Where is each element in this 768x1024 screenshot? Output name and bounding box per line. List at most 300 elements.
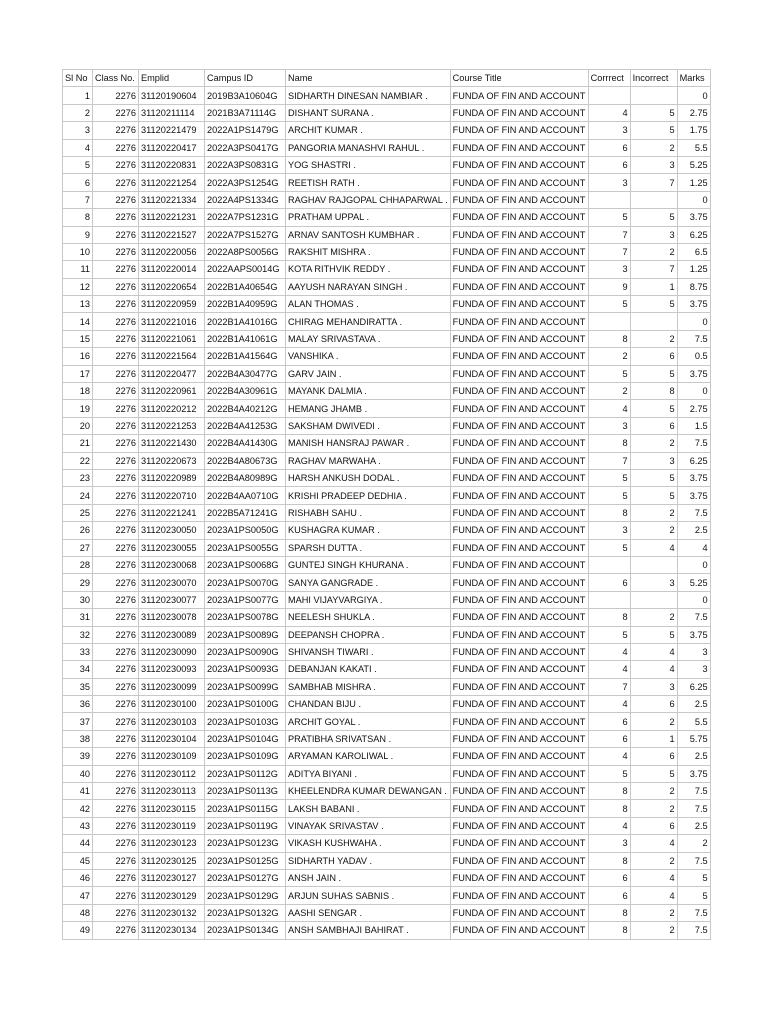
name-cell: VINAYAK SRIVASTAV .	[286, 817, 451, 834]
table-row	[63, 278, 711, 295]
name-cell: ANSH SAMBHAJI BAHIRAT .	[286, 922, 451, 939]
class-no-cell: 2276	[93, 417, 139, 434]
emplid-cell: 31120221061	[139, 330, 205, 347]
emplid-cell: 31120230125	[139, 852, 205, 869]
course-title-cell: FUNDA OF FIN AND ACCOUNT	[450, 487, 588, 504]
correct-cell: 5	[588, 539, 630, 556]
sl-no-cell: 16	[63, 348, 93, 365]
course-title-cell: FUNDA OF FIN AND ACCOUNT	[450, 522, 588, 539]
incorrect-cell: 6	[630, 748, 677, 765]
campus-id-cell: 2022A3PS0417G	[205, 139, 286, 156]
emplid-cell: 31120230068	[139, 556, 205, 573]
sl-no-cell: 48	[63, 904, 93, 921]
name-cell: PANGORIA MANASHVI RAHUL .	[286, 139, 451, 156]
marks-cell: 3.75	[677, 365, 710, 382]
sl-no-cell: 34	[63, 661, 93, 678]
campus-id-cell: 2023A1PS0129G	[205, 887, 286, 904]
table-row	[63, 539, 711, 556]
sl-no-cell: 45	[63, 852, 93, 869]
table-row	[63, 574, 711, 591]
name-cell: ARNAV SANTOSH KUMBHAR .	[286, 226, 451, 243]
campus-id-cell: 2023A1PS0089G	[205, 626, 286, 643]
correct-cell: 3	[588, 174, 630, 191]
class-no-cell: 2276	[93, 139, 139, 156]
header-row	[63, 70, 711, 87]
table-row	[63, 365, 711, 382]
correct-cell: 6	[588, 730, 630, 747]
class-no-cell: 2276	[93, 156, 139, 173]
campus-id-cell: 2022B1A41016G	[205, 313, 286, 330]
incorrect-cell: 6	[630, 817, 677, 834]
marks-cell: 5	[677, 887, 710, 904]
campus-id-cell: 2023A1PS0134G	[205, 922, 286, 939]
marks-cell: 4	[677, 539, 710, 556]
incorrect-cell	[630, 591, 677, 608]
incorrect-cell	[630, 191, 677, 208]
correct-cell: 4	[588, 643, 630, 660]
campus-id-cell: 2019B3A10604G	[205, 87, 286, 104]
class-no-cell: 2276	[93, 296, 139, 313]
name-cell: YOG SHASTRI .	[286, 156, 451, 173]
emplid-cell: 31120221254	[139, 174, 205, 191]
table-row	[63, 765, 711, 782]
marks-cell: 7.5	[677, 852, 710, 869]
incorrect-cell: 3	[630, 678, 677, 695]
name-cell: MALAY SRIVASTAVA .	[286, 330, 451, 347]
marks-cell: 2	[677, 835, 710, 852]
name-cell: CHANDAN BIJU .	[286, 696, 451, 713]
marks-cell: 2.5	[677, 696, 710, 713]
emplid-cell: 31120221253	[139, 417, 205, 434]
sl-no-cell: 4	[63, 139, 93, 156]
emplid-cell: 31120220212	[139, 400, 205, 417]
name-cell: VIKASH KUSHWAHA .	[286, 835, 451, 852]
sl-no-cell: 18	[63, 383, 93, 400]
course-title-cell: FUNDA OF FIN AND ACCOUNT	[450, 817, 588, 834]
name-cell: PRATHAM UPPAL .	[286, 209, 451, 226]
incorrect-cell: 2	[630, 904, 677, 921]
marks-cell: 5.25	[677, 574, 710, 591]
campus-id-cell: 2022B4A41253G	[205, 417, 286, 434]
course-title-cell: FUNDA OF FIN AND ACCOUNT	[450, 122, 588, 139]
sl-no-cell: 35	[63, 678, 93, 695]
correct-cell: 5	[588, 469, 630, 486]
class-no-cell: 2276	[93, 243, 139, 260]
class-no-cell: 2276	[93, 869, 139, 886]
sl-no-cell: 8	[63, 209, 93, 226]
marks-cell: 3	[677, 661, 710, 678]
incorrect-cell: 7	[630, 174, 677, 191]
name-cell: MAHI VIJAYVARGIYA .	[286, 591, 451, 608]
class-no-cell: 2276	[93, 678, 139, 695]
name-cell: RISHABH SAHU .	[286, 504, 451, 521]
marks-cell: 7.5	[677, 435, 710, 452]
class-no-cell: 2276	[93, 800, 139, 817]
campus-id-cell: 2022B4A41430G	[205, 435, 286, 452]
correct-cell: 5	[588, 365, 630, 382]
name-cell: DEBANJAN KAKATI .	[286, 661, 451, 678]
sl-no-cell: 24	[63, 487, 93, 504]
correct-cell: 9	[588, 278, 630, 295]
sl-no-cell: 7	[63, 191, 93, 208]
correct-cell: 7	[588, 678, 630, 695]
marks-cell: 6.25	[677, 452, 710, 469]
table-row	[63, 435, 711, 452]
incorrect-cell: 2	[630, 330, 677, 347]
header-emplid: Emplid	[139, 70, 205, 87]
name-cell: ARYAMAN KAROLIWAL .	[286, 748, 451, 765]
class-no-cell: 2276	[93, 522, 139, 539]
correct-cell: 8	[588, 852, 630, 869]
emplid-cell: 31120221241	[139, 504, 205, 521]
campus-id-cell: 2023A1PS0125G	[205, 852, 286, 869]
marks-cell: 3.75	[677, 765, 710, 782]
emplid-cell: 31120230089	[139, 626, 205, 643]
incorrect-cell: 3	[630, 156, 677, 173]
campus-id-cell: 2022B1A41564G	[205, 348, 286, 365]
correct-cell	[588, 591, 630, 608]
campus-id-cell: 2023A1PS0090G	[205, 643, 286, 660]
marks-cell: 5.5	[677, 713, 710, 730]
sl-no-cell: 3	[63, 122, 93, 139]
course-title-cell: FUNDA OF FIN AND ACCOUNT	[450, 591, 588, 608]
marks-cell: 1.25	[677, 261, 710, 278]
marks-cell: 5.75	[677, 730, 710, 747]
course-title-cell: FUNDA OF FIN AND ACCOUNT	[450, 783, 588, 800]
sl-no-cell: 6	[63, 174, 93, 191]
correct-cell: 7	[588, 243, 630, 260]
emplid-cell: 31120230115	[139, 800, 205, 817]
emplid-cell: 31120230100	[139, 696, 205, 713]
campus-id-cell: 2023A1PS0099G	[205, 678, 286, 695]
course-title-cell: FUNDA OF FIN AND ACCOUNT	[450, 730, 588, 747]
incorrect-cell: 4	[630, 869, 677, 886]
campus-id-cell: 2023A1PS0112G	[205, 765, 286, 782]
campus-id-cell: 2023A1PS0055G	[205, 539, 286, 556]
course-title-cell: FUNDA OF FIN AND ACCOUNT	[450, 869, 588, 886]
correct-cell: 8	[588, 609, 630, 626]
incorrect-cell: 2	[630, 522, 677, 539]
class-no-cell: 2276	[93, 696, 139, 713]
table-row	[63, 626, 711, 643]
correct-cell: 7	[588, 452, 630, 469]
campus-id-cell: 2023A1PS0104G	[205, 730, 286, 747]
correct-cell: 4	[588, 748, 630, 765]
table-row	[63, 869, 711, 886]
sl-no-cell: 15	[63, 330, 93, 347]
course-title-cell: FUNDA OF FIN AND ACCOUNT	[450, 209, 588, 226]
emplid-cell: 31120190604	[139, 87, 205, 104]
sl-no-cell: 2	[63, 104, 93, 121]
emplid-cell: 31120230070	[139, 574, 205, 591]
sl-no-cell: 21	[63, 435, 93, 452]
class-no-cell: 2276	[93, 174, 139, 191]
incorrect-cell: 4	[630, 539, 677, 556]
class-no-cell: 2276	[93, 504, 139, 521]
sl-no-cell: 19	[63, 400, 93, 417]
class-no-cell: 2276	[93, 191, 139, 208]
emplid-cell: 31120220959	[139, 296, 205, 313]
correct-cell	[588, 313, 630, 330]
class-no-cell: 2276	[93, 765, 139, 782]
table-row	[63, 348, 711, 365]
marks-cell: 3.75	[677, 487, 710, 504]
sl-no-cell: 47	[63, 887, 93, 904]
emplid-cell: 31120230112	[139, 765, 205, 782]
emplid-cell: 31120220673	[139, 452, 205, 469]
marks-cell: 1.25	[677, 174, 710, 191]
name-cell: VANSHIKA .	[286, 348, 451, 365]
sl-no-cell: 37	[63, 713, 93, 730]
table-row	[63, 661, 711, 678]
incorrect-cell: 6	[630, 348, 677, 365]
sl-no-cell: 29	[63, 574, 93, 591]
marks-cell: 7.5	[677, 609, 710, 626]
incorrect-cell: 2	[630, 852, 677, 869]
emplid-cell: 31120230132	[139, 904, 205, 921]
name-cell: KRISHI PRADEEP DEDHIA .	[286, 487, 451, 504]
sl-no-cell: 26	[63, 522, 93, 539]
table-row	[63, 226, 711, 243]
correct-cell: 6	[588, 887, 630, 904]
name-cell: SAKSHAM DWIVEDI .	[286, 417, 451, 434]
class-no-cell: 2276	[93, 400, 139, 417]
table-row	[63, 330, 711, 347]
name-cell: SIDHARTH YADAV .	[286, 852, 451, 869]
class-no-cell: 2276	[93, 835, 139, 852]
campus-id-cell: 2022AAPS0014G	[205, 261, 286, 278]
header-class-no: Class No.	[93, 70, 139, 87]
marks-cell: 3.75	[677, 469, 710, 486]
course-title-cell: FUNDA OF FIN AND ACCOUNT	[450, 904, 588, 921]
campus-id-cell: 2021B3A71114G	[205, 104, 286, 121]
correct-cell: 6	[588, 713, 630, 730]
marks-cell: 5	[677, 869, 710, 886]
marks-cell: 1.75	[677, 122, 710, 139]
sl-no-cell: 12	[63, 278, 93, 295]
course-title-cell: FUNDA OF FIN AND ACCOUNT	[450, 383, 588, 400]
campus-id-cell: 2022B1A40654G	[205, 278, 286, 295]
table-row	[63, 591, 711, 608]
header-correct: Corrrect	[588, 70, 630, 87]
incorrect-cell: 2	[630, 783, 677, 800]
course-title-cell: FUNDA OF FIN AND ACCOUNT	[450, 313, 588, 330]
marks-cell: 0	[677, 313, 710, 330]
emplid-cell: 31120230127	[139, 869, 205, 886]
sl-no-cell: 23	[63, 469, 93, 486]
campus-id-cell: 2023A1PS0119G	[205, 817, 286, 834]
name-cell: RAKSHIT MISHRA .	[286, 243, 451, 260]
campus-id-cell: 2022B4A80989G	[205, 469, 286, 486]
name-cell: NEELESH SHUKLA .	[286, 609, 451, 626]
sl-no-cell: 43	[63, 817, 93, 834]
correct-cell: 3	[588, 522, 630, 539]
incorrect-cell: 4	[630, 661, 677, 678]
incorrect-cell: 1	[630, 730, 677, 747]
table-row	[63, 887, 711, 904]
sl-no-cell: 32	[63, 626, 93, 643]
emplid-cell: 31120230093	[139, 661, 205, 678]
sl-no-cell: 30	[63, 591, 93, 608]
sl-no-cell: 28	[63, 556, 93, 573]
header-marks: Marks	[677, 70, 710, 87]
class-no-cell: 2276	[93, 574, 139, 591]
course-title-cell: FUNDA OF FIN AND ACCOUNT	[450, 330, 588, 347]
table-row	[63, 313, 711, 330]
campus-id-cell: 2022A1PS1479G	[205, 122, 286, 139]
sl-no-cell: 31	[63, 609, 93, 626]
table-row	[63, 817, 711, 834]
sl-no-cell: 49	[63, 922, 93, 939]
class-no-cell: 2276	[93, 261, 139, 278]
correct-cell: 8	[588, 783, 630, 800]
course-title-cell: FUNDA OF FIN AND ACCOUNT	[450, 156, 588, 173]
incorrect-cell: 2	[630, 435, 677, 452]
class-no-cell: 2276	[93, 922, 139, 939]
table-row	[63, 504, 711, 521]
header-incorrect: Incorrect	[630, 70, 677, 87]
course-title-cell: FUNDA OF FIN AND ACCOUNT	[450, 469, 588, 486]
class-no-cell: 2276	[93, 435, 139, 452]
campus-id-cell: 2023A1PS0113G	[205, 783, 286, 800]
marks-cell: 6.25	[677, 226, 710, 243]
correct-cell	[588, 87, 630, 104]
emplid-cell: 31120221564	[139, 348, 205, 365]
course-title-cell: FUNDA OF FIN AND ACCOUNT	[450, 139, 588, 156]
class-no-cell: 2276	[93, 591, 139, 608]
class-no-cell: 2276	[93, 452, 139, 469]
sl-no-cell: 1	[63, 87, 93, 104]
incorrect-cell: 4	[630, 887, 677, 904]
class-no-cell: 2276	[93, 104, 139, 121]
course-title-cell: FUNDA OF FIN AND ACCOUNT	[450, 609, 588, 626]
incorrect-cell: 2	[630, 504, 677, 521]
campus-id-cell: 2022A7PS1231G	[205, 209, 286, 226]
table-row	[63, 556, 711, 573]
course-title-cell: FUNDA OF FIN AND ACCOUNT	[450, 87, 588, 104]
campus-id-cell: 2022A4PS1334G	[205, 191, 286, 208]
sl-no-cell: 17	[63, 365, 93, 382]
campus-id-cell: 2022A8PS0056G	[205, 243, 286, 260]
sl-no-cell: 44	[63, 835, 93, 852]
sl-no-cell: 42	[63, 800, 93, 817]
incorrect-cell	[630, 87, 677, 104]
campus-id-cell: 2022B1A41061G	[205, 330, 286, 347]
correct-cell: 5	[588, 765, 630, 782]
correct-cell: 4	[588, 104, 630, 121]
name-cell: HARSH ANKUSH DODAL .	[286, 469, 451, 486]
table-row	[63, 191, 711, 208]
emplid-cell: 31120221479	[139, 122, 205, 139]
name-cell: LAKSH BABANI .	[286, 800, 451, 817]
table-row	[63, 922, 711, 939]
emplid-cell: 31120230090	[139, 643, 205, 660]
emplid-cell: 31120221527	[139, 226, 205, 243]
campus-id-cell: 2023A1PS0050G	[205, 522, 286, 539]
course-title-cell: FUNDA OF FIN AND ACCOUNT	[450, 643, 588, 660]
incorrect-cell: 5	[630, 400, 677, 417]
sl-no-cell: 27	[63, 539, 93, 556]
name-cell: MANISH HANSRAJ PAWAR .	[286, 435, 451, 452]
correct-cell: 8	[588, 330, 630, 347]
table-row	[63, 835, 711, 852]
name-cell: SIDHARTH DINESAN NAMBIAR .	[286, 87, 451, 104]
correct-cell: 4	[588, 400, 630, 417]
correct-cell: 8	[588, 504, 630, 521]
class-no-cell: 2276	[93, 348, 139, 365]
table-row	[63, 713, 711, 730]
incorrect-cell: 5	[630, 765, 677, 782]
marks-cell: 3.75	[677, 296, 710, 313]
course-title-cell: FUNDA OF FIN AND ACCOUNT	[450, 435, 588, 452]
marks-cell: 7.5	[677, 904, 710, 921]
class-no-cell: 2276	[93, 609, 139, 626]
incorrect-cell: 1	[630, 278, 677, 295]
course-title-cell: FUNDA OF FIN AND ACCOUNT	[450, 626, 588, 643]
sl-no-cell: 10	[63, 243, 93, 260]
marks-cell: 6.5	[677, 243, 710, 260]
course-title-cell: FUNDA OF FIN AND ACCOUNT	[450, 696, 588, 713]
marks-cell: 7.5	[677, 922, 710, 939]
sl-no-cell: 33	[63, 643, 93, 660]
name-cell: RAGHAV RAJGOPAL CHHAPARWAL .	[286, 191, 451, 208]
course-title-cell: FUNDA OF FIN AND ACCOUNT	[450, 713, 588, 730]
table-row	[63, 609, 711, 626]
course-title-cell: FUNDA OF FIN AND ACCOUNT	[450, 574, 588, 591]
marks-cell: 7.5	[677, 330, 710, 347]
name-cell: GARV JAIN .	[286, 365, 451, 382]
emplid-cell: 31120221334	[139, 191, 205, 208]
class-no-cell: 2276	[93, 469, 139, 486]
sl-no-cell: 39	[63, 748, 93, 765]
class-no-cell: 2276	[93, 209, 139, 226]
table-row	[63, 783, 711, 800]
class-no-cell: 2276	[93, 226, 139, 243]
class-no-cell: 2276	[93, 713, 139, 730]
incorrect-cell: 6	[630, 417, 677, 434]
campus-id-cell: 2023A1PS0070G	[205, 574, 286, 591]
class-no-cell: 2276	[93, 278, 139, 295]
campus-id-cell: 2023A1PS0123G	[205, 835, 286, 852]
sl-no-cell: 46	[63, 869, 93, 886]
correct-cell: 6	[588, 869, 630, 886]
header-campus-id: Campus ID	[205, 70, 286, 87]
emplid-cell: 31120230129	[139, 887, 205, 904]
sl-no-cell: 11	[63, 261, 93, 278]
emplid-cell: 31120221430	[139, 435, 205, 452]
incorrect-cell: 6	[630, 696, 677, 713]
course-title-cell: FUNDA OF FIN AND ACCOUNT	[450, 174, 588, 191]
correct-cell: 2	[588, 383, 630, 400]
campus-id-cell: 2022B4A30477G	[205, 365, 286, 382]
emplid-cell: 31120220989	[139, 469, 205, 486]
class-no-cell: 2276	[93, 817, 139, 834]
table-row	[63, 696, 711, 713]
emplid-cell: 31120220477	[139, 365, 205, 382]
course-title-cell: FUNDA OF FIN AND ACCOUNT	[450, 261, 588, 278]
campus-id-cell: 2023A1PS0103G	[205, 713, 286, 730]
course-title-cell: FUNDA OF FIN AND ACCOUNT	[450, 661, 588, 678]
marks-cell: 2.5	[677, 522, 710, 539]
course-title-cell: FUNDA OF FIN AND ACCOUNT	[450, 191, 588, 208]
incorrect-cell: 4	[630, 643, 677, 660]
correct-cell: 6	[588, 574, 630, 591]
emplid-cell: 31120220710	[139, 487, 205, 504]
marks-cell: 5.5	[677, 139, 710, 156]
correct-cell: 8	[588, 435, 630, 452]
emplid-cell: 31120230104	[139, 730, 205, 747]
sl-no-cell: 38	[63, 730, 93, 747]
